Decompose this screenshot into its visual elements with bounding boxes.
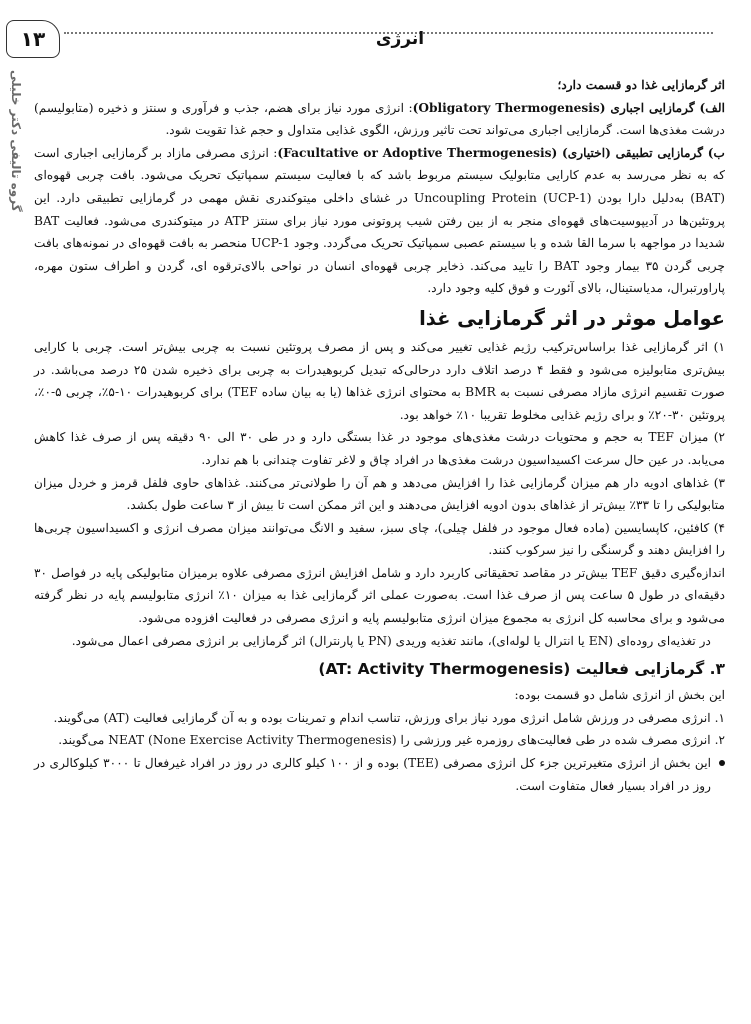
factor-item-2: ۲) میزان TEF به حجم و محتویات درشت مغذی‌های موجود در غذا بستگی دارد و در طی ۳۰ الی ۹۰ دقیقه پس از صرف غذا کاهش می‌یابد. در عین حال سرعت اکسیداسیون درشت مغذی‌ها در افراد چاق و لاغر تفاوت چندانی با هم ندارد. <box>34 430 726 467</box>
page-header <box>0 12 751 52</box>
page-content <box>34 74 725 797</box>
tube-feeding-paragraph: در تغذیه‌ای روده‌ای (EN یا انترال یا لوله‌ای)، مانند تغذیه وریدی (PN یا پارنترال) اثر گرمازایی بر انرژی مصرفی اعمال می‌شود. <box>71 633 711 648</box>
page-number: ١٣ <box>20 27 46 51</box>
factor-item-1: ۱) اثر گرمازایی غذا براساس‌ترکیب رژیم غذایی تغییر می‌کند و پس از مصرف پروتئین نسبت به چربی بیش‌تر است. چربی با کارایی بیش‌تری متابولیزه می‌شود و فقط ۴ درصد اتلاف دارد درحالی‌که تبدیل کربوهیدرات به چربی برای ذخیره شدن ۲۵ درصد می‌باشد. در صورت تقسیم انرژی مازاد مصرفی نسبت به BMR به محتوای انرژی غذاها (یا به بیان ساده TEF) برای کربوهیدرات ۱۰-۵٪، چربی ۵-۰٪، پروتئین ۳۰-۲۰٪ و برای رژیم غذایی مخلوط تقریبا ۱۰٪ خواهد بود. <box>34 339 725 422</box>
activity-intro: این بخش از انرژی شامل دو قسمت بوده: <box>514 688 725 703</box>
item-facultative <box>34 142 725 300</box>
activity-bullet <box>34 752 725 797</box>
activity-item-2: ۲. انرژی مصرف شده در طی فعالیت‌های روزمره غیر ورزشی را NEAT (None Exercise Activity Thermogenesis) می‌گویند. <box>58 733 725 748</box>
factors-heading: عوامل موثر در اثر گرمازایی غذا <box>419 306 725 330</box>
factor-item-3: ۳) غذاهای ادویه دار هم میزان گرمازایی غذا را افزایش می‌دهد و هم آن را طولانی‌تر می‌کنند. غذاهای حاوی فلفل قرمز و خردل میزان متابولیکی را تا ۳۳٪ بیش‌تر از غذاهای بدون ادویه افزایش می‌دهند و این اثر ممکن است تا بیش از ۳ ساعت طول بکشد. <box>34 475 725 513</box>
side-author-watermark: گروه تالیفی دکتر خلیلی <box>9 70 23 212</box>
item-facultative-label: ب) گرمازایی تطبیقی (اختیاری) (Facultative or Adoptive Thermogenesis) <box>277 145 725 160</box>
item-obligatory-text: : انرژی مورد نیاز برای هضم، جذب و فرآوری و سنتز و ذخیره (متابولیسم) درشت مغذی‌ها است. گرمازایی اجباری می‌تواند تحت تاثیر ورزش، الگوی غذایی متداول و حجم غذا تقویت شود. <box>34 100 725 138</box>
item-obligatory <box>34 97 725 142</box>
activity-item-1: ۱. انرژی مصرفی در ورزش شامل انرژی مورد نیاز برای ورزش، تناسب اندام و تمرینات بوده و به آن گرمازایی فعالیت (AT) می‌گویند. <box>53 710 725 725</box>
item-facultative-text: : انرژی مصرفی مازاد بر گرمازایی اجباری است که به نظر می‌رسد به عدم کارایی متابولیک سیستم مربوط باشد که با فعالیت سیستم سمپاتیک تحریک می‌شود. بافت چربی قهوه‌ای (BAT) به‌دلیل دارا بودن Uncoupling Protein (UCP-1) در غشای داخلی میتوکندری نقش مهمی در گرمازایی تطبیقی دارد. این پروتئین‌ها در آدیپوسیت‌های قهوه‌ای منجر به از بین رفتن شیب پروتونی مورد نیاز برای سنتز ATP در میتوکندری می‌شود. فعالیت BAT شدیدا در مواجهه با سرما القا شده و با سیستم عصبی سمپاتیک تحریک می‌گردد. وجود UCP-1 منحصر به بافت قهوه‌ای در نمونه‌های بافت چربی گردن ۳۵ بیمار وجود BAT را تایید می‌کند. ذخایر چربی قهوه‌ای انسان در نواحی بالای‌ترقوه ای، گردن و اطراف ستون مهره، پاراورتبرال، مدیاستینال، بالای آئورت و فوق کلیه وجود دارد. <box>34 145 725 296</box>
measurement-paragraph: اندازه‌گیری دقیق TEF بیش‌تر در مقاصد تحقیقاتی کاربرد دارد و شامل افزایش انرژی مصرفی علاوه برمیزان متابولیکی پایه در فواصل ۳۰ دقیقه‌ای در طول ۵ ساعت پس از صرف غذا است. به‌صورت عملی اثر گرمازایی غذا به میزان ۱۰٪ انرژی متابولیسم پایه در نظر گرفته می‌شود و برای محاسبه کل انرژی به مجموع میزان انرژی متابولیسم پایه و انرژی مصرفی در فعالیت افزوده می‌شود. <box>34 565 725 626</box>
page-number-tab <box>6 20 60 58</box>
factor-item-4: ۴) کافئین، کاپسایسین (ماده فعال موجود در فلفل چیلی)، چای سبز، سفید و الانگ می‌توانند میزان مصرف انرژی و اکسیداسیون چربی‌ها را افزایش دهند و گرسنگی را نیز سرکوب کنند. <box>34 520 725 558</box>
chapter-title: انرژی <box>375 29 425 49</box>
activity-heading: ۳. گرمازایی فعالیت (AT: Activity Thermogenesis) <box>318 660 725 679</box>
activity-bullet-text: این بخش از انرژی متغیرترین جزء کل انرژی مصرفی (TEE) بوده و از ۱۰۰ کیلو کالری در روز در افراد غیرفعال تا ۳۰۰۰ کیلوکالری در روز در افراد بسیار فعال متفاوت است. <box>34 756 711 793</box>
bullet-dot-icon <box>719 760 725 766</box>
intro-title: اثر گرمازایی غذا دو قسمت دارد؛ <box>557 78 725 92</box>
item-obligatory-label: الف) گرمازایی اجباری (Obligatory Thermogenesis) <box>412 100 726 115</box>
